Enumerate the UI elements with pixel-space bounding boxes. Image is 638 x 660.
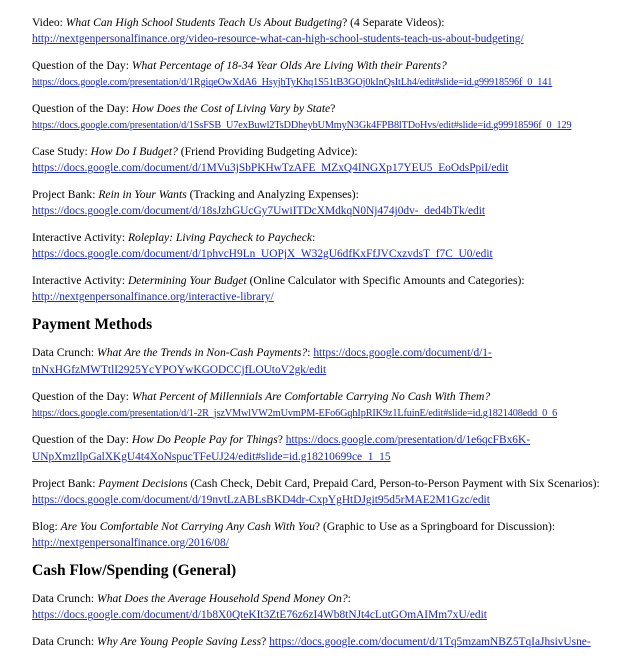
- item-type-label: Project Bank:: [32, 188, 99, 201]
- section-heading: Payment Methods: [32, 316, 153, 333]
- list-item: [32, 590, 632, 624]
- item-description: ?: [330, 102, 336, 115]
- item-type-label: Case Study:: [32, 145, 91, 158]
- resource-link[interactable]: https://docs.google.com/presentation/d/1-2R_jszVMwlVW2mUvmPM-EFo6GqhIpRIK9z1LfuinE/edit#slide=id.g1821408edd_0_6: [32, 408, 558, 419]
- resource-link[interactable]: https://docs.google.com/presentation/d/1RgiqeOwXdA6_HsyjhTyKhq1S51tB3GOj0kInQsItLh4/edit#slide=id.g99918596f_0_141: [32, 77, 553, 88]
- item-type-label: Question of the Day:: [32, 433, 132, 446]
- document-page: [32, 14, 632, 660]
- item-type-label: Question of the Day:: [32, 390, 132, 403]
- item-title: What Percent of Millennials Are Comfortable Carrying No Cash With Them?: [131, 390, 491, 403]
- item-title: What Percentage of 18-34 Year Olds Are Living With their Parents?: [131, 59, 447, 72]
- item-title: Payment Decisions: [98, 477, 188, 490]
- item-title: How Do I Budget?: [90, 145, 178, 158]
- list-item: [32, 431, 632, 466]
- item-description: (Cash Check, Debit Card, Prepaid Card, Person-to-Person Payment with Six Scenarios):: [187, 477, 600, 490]
- list-item: [32, 475, 632, 509]
- item-title: What Does the Average Household Spend Money On?: [97, 592, 348, 605]
- item-description: (Online Calculator with Specific Amounts and Categories):: [246, 274, 525, 287]
- item-description: (Tracking and Analyzing Expenses):: [186, 188, 359, 201]
- resource-link[interactable]: https://docs.google.com/document/d/1-: [313, 347, 492, 359]
- item-type-label: Interactive Activity:: [32, 274, 128, 287]
- item-type-label: Video:: [32, 16, 66, 29]
- item-type-label: Question of the Day:: [32, 59, 132, 72]
- item-type-label: Project Bank:: [32, 477, 99, 490]
- item-type-label: Blog:: [32, 520, 61, 533]
- list-item: [32, 272, 632, 306]
- item-description: :: [347, 592, 351, 605]
- list-item: [32, 143, 632, 177]
- item-description: ?: [261, 635, 270, 648]
- item-description: ? (4 Separate Videos):: [342, 16, 445, 29]
- item-type-label: Interactive Activity:: [32, 231, 128, 244]
- resource-link[interactable]: https://docs.google.com/document/d/1b8X0QteKIt3ZtE76z6zI4Wb8tNJt4cLutGOmAIMm7xU/edit: [32, 609, 487, 621]
- item-type-label: Data Crunch:: [32, 635, 98, 648]
- item-title: Roleplay: Living Paycheck to Paycheck: [127, 231, 313, 244]
- resource-link-continued[interactable]: tnNxHGfzMWTtlI2925YcYPOYwKGODCCjfLOUtoV2gk/edit: [32, 364, 327, 376]
- resource-link[interactable]: https://docs.google.com/document/d/1phvcH9Ln_UOPjX_W32gU6dfKxFfJVCxzvdsT_f7C_U0/edit: [32, 248, 493, 260]
- resource-link[interactable]: https://docs.google.com/presentation/d/1SsFSB_U7exBuwl2TsDDheybUMmyN3Gk4FPB8lTDoHvs/edit#slide=id.g99918596f_0_129: [32, 120, 572, 131]
- item-title: Determining Your Budget: [127, 274, 247, 287]
- item-title: What Are the Trends in Non-Cash Payments?: [97, 346, 308, 359]
- list-item: [32, 186, 632, 220]
- list-item: [32, 633, 632, 651]
- list-item: [32, 518, 632, 552]
- list-item: [32, 344, 632, 379]
- item-title: Rein in Your Wants: [98, 188, 187, 201]
- item-description: :: [307, 346, 314, 359]
- list-item: [32, 100, 632, 134]
- resource-link[interactable]: http://nextgenpersonalfinance.org/2016/08/: [32, 537, 229, 549]
- item-description: ?: [277, 433, 286, 446]
- item-title: How Does the Cost of Living Vary by State: [131, 102, 331, 115]
- item-description: :: [312, 231, 316, 244]
- resource-link[interactable]: http://nextgenpersonalfinance.org/interactive-library/: [32, 291, 274, 303]
- item-title: Why Are Young People Saving Less: [97, 635, 262, 648]
- section-heading: Cash Flow/Spending (General): [32, 562, 237, 579]
- item-type-label: Data Crunch:: [32, 592, 98, 605]
- item-title: What Can High School Students Teach Us About Budgeting: [65, 16, 343, 29]
- list-item: [32, 14, 632, 48]
- item-title: Are You Comfortable Not Carrying Any Cash With You: [60, 520, 315, 533]
- resource-link[interactable]: https://docs.google.com/presentation/d/1e6qcFBx6K-: [285, 434, 530, 446]
- item-title: How Do People Pay for Things: [131, 433, 278, 446]
- resource-link[interactable]: https://docs.google.com/document/d/18sJzhGUcGy7UwiITDcXMdkqN0Nj474j0dv-_ded4bTk/edit: [32, 205, 486, 217]
- resource-link[interactable]: https://docs.google.com/document/d/1MVu3jSbPKHwTzAFE_MZxQ4INGXp17YEU5_EoOdsPpiI/edit: [32, 162, 509, 174]
- item-type-label: Data Crunch:: [32, 346, 98, 359]
- item-description: ? (Graphic to Use as a Springboard for Discussion):: [314, 520, 556, 533]
- resource-link[interactable]: https://docs.google.com/document/d/1Tq5mzamNBZ5TqIaJhsivUsne-: [269, 636, 591, 648]
- resource-link-continued[interactable]: UNpXmzllpGalXKgU4t4XoNspucTFeUJ24/edit#slide=id.g18210699ce_1_15: [32, 451, 391, 463]
- item-type-label: Question of the Day:: [32, 102, 132, 115]
- list-item: [32, 229, 632, 263]
- list-item: [32, 388, 632, 422]
- list-item: [32, 57, 632, 91]
- resource-link[interactable]: http://nextgenpersonalfinance.org/video-resource-what-can-high-school-students-teach-us-about-budgeting/: [32, 33, 524, 45]
- resource-link[interactable]: https://docs.google.com/document/d/19nvtLzABLsBKD4dr-CxpYgHtDJgit95d5rMAE2M1Gzc/edit: [32, 494, 490, 506]
- item-description: (Friend Providing Budgeting Advice):: [177, 145, 358, 158]
